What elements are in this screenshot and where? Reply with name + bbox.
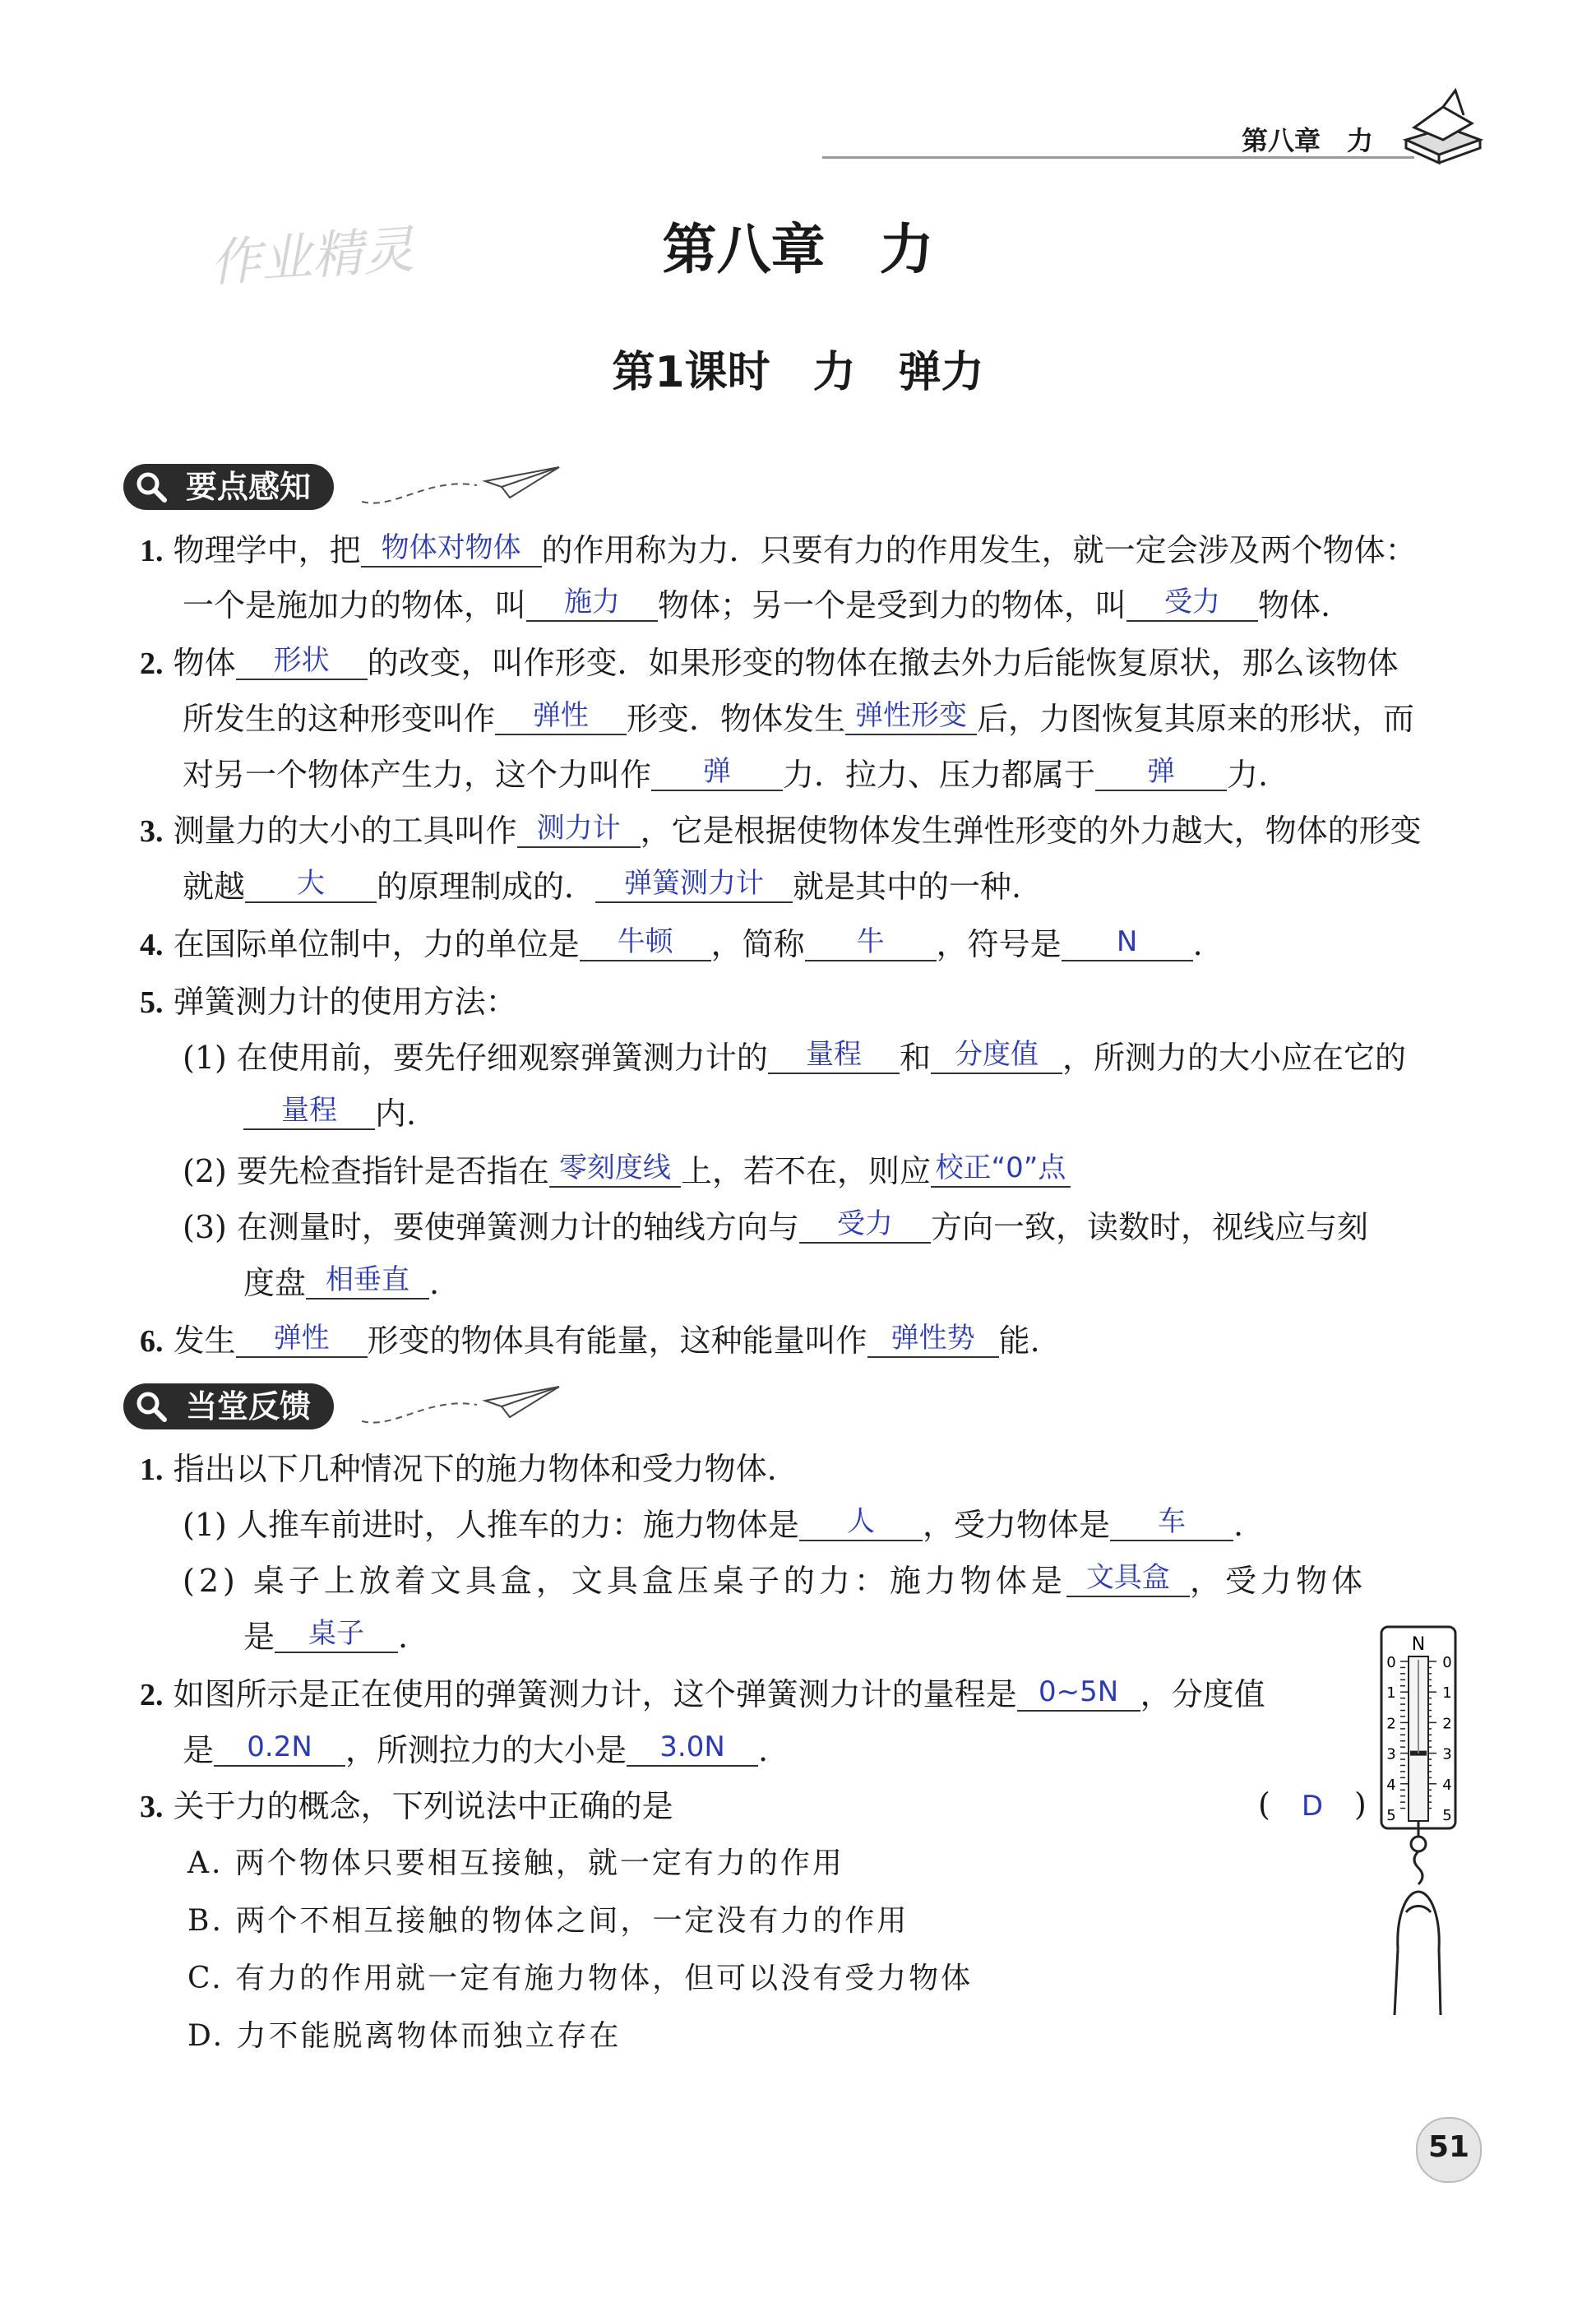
s1-q1-line2: 一个是施加力的物体，叫 施力 物体；另一个是受到力的物体，叫 受力 物体. xyxy=(183,586,1331,623)
s1-q2-line3: 对另一个物体产生力，这个力叫作 弹 力．拉力、压力都属于 弹 力. xyxy=(183,755,1269,793)
blank-answer[interactable]: 物体对物体 xyxy=(361,530,542,568)
blank-answer[interactable]: 3.0N xyxy=(627,1729,758,1767)
choice-answer[interactable]: D xyxy=(1301,1790,1324,1823)
s1-q5: 5. 弹簧测力计的使用方法： xyxy=(140,984,517,1020)
blank-answer[interactable]: 0.2N xyxy=(214,1729,345,1767)
blank-answer[interactable]: 车 xyxy=(1110,1503,1233,1541)
blank-answer[interactable]: 相垂直 xyxy=(306,1262,429,1300)
blank-answer[interactable]: 施力 xyxy=(526,584,658,622)
s1-q3-line2: 就越 大 的原理制成的． 弹簧测力计 就是其中的一种. xyxy=(183,867,1022,905)
scale-tick-label: 1 xyxy=(1442,1684,1452,1703)
blank-answer[interactable]: 零刻度线 xyxy=(549,1150,681,1188)
page-number: 51 xyxy=(1427,2130,1470,2164)
books-icon xyxy=(1398,82,1488,164)
blank-answer[interactable]: 0~5N xyxy=(1017,1674,1140,1712)
blank-answer[interactable]: 量程 xyxy=(768,1036,900,1074)
s1-q2-line1: 2. 物体 形状 的改变，叫作形变．如果形变的物体在撤去外力后能恢复原状，那么该物体 xyxy=(140,644,1399,681)
blank-answer[interactable]: 弹 xyxy=(651,753,783,791)
scale-tick-label: 3 xyxy=(1442,1745,1452,1763)
unit-label: N xyxy=(1411,1634,1426,1655)
lesson-title: 第1课时 力 弹力 xyxy=(612,348,984,397)
magnifier-icon xyxy=(135,470,168,503)
blank-answer[interactable]: 形状 xyxy=(236,642,368,680)
paper-plane-icon xyxy=(362,1380,567,1438)
scale-tick-label: 4 xyxy=(1442,1776,1452,1794)
running-title: 第八章 力 xyxy=(1242,125,1374,156)
s1-q5-sub2: (2) 要先检查指针是否指在 零刻度线 上，若不在，则应 校正“0”点 xyxy=(183,1151,1071,1191)
section-title: 当堂反馈 xyxy=(186,1388,312,1425)
scale-tick-label: 4 xyxy=(1386,1776,1396,1794)
blank-answer[interactable]: 量程 xyxy=(243,1092,375,1130)
s1-q4: 4. 在国际单位制中，力的单位是 牛顿 ，简称 牛 ，符号是 N . xyxy=(140,925,1203,962)
scale-tick-label: 2 xyxy=(1386,1715,1396,1733)
option-b[interactable]: B. 两个不相互接触的物体之间，一定没有力的作用 xyxy=(187,1904,909,1938)
s2-q1-sub2-line2: 是 桌子 . xyxy=(243,1617,409,1655)
s1-q5-sub3-line1: (3) 在测量时，要使弹簧测力计的轴线方向与 受力 方向一致，读数时，视线应与刻 xyxy=(183,1207,1368,1245)
s1-q1-line1: 1. 物理学中，把 物体对物体 的作用称为力．只要有力的作用发生，就一定会涉及两个物体： xyxy=(140,531,1417,568)
blank-answer[interactable]: 受力 xyxy=(799,1206,931,1244)
s2-q2-line2: 是 0.2N ，所测拉力的大小是 3.0N . xyxy=(183,1730,769,1768)
section-header-key-points xyxy=(123,464,334,510)
blank-answer[interactable]: N xyxy=(1062,924,1193,961)
scale-tick-label: 0 xyxy=(1442,1654,1452,1671)
scale-tick-label: 3 xyxy=(1386,1745,1396,1763)
watermark: 作业精灵 xyxy=(208,219,416,294)
scale-tick-label: 1 xyxy=(1386,1684,1396,1703)
scale-tick-label: 5 xyxy=(1386,1807,1396,1824)
s1-q3-line1: 3. 测量力的大小的工具叫作 测力计 ，它是根据使物体发生弹性形变的外力越大，物体的形变 xyxy=(140,812,1422,849)
blank-answer[interactable]: 弹 xyxy=(1095,753,1227,791)
option-d[interactable]: D. 力不能脱离物体而独立存在 xyxy=(187,2019,622,2053)
blank-answer[interactable]: 人 xyxy=(799,1503,923,1541)
s2-q1-sub2-line1: (2) 桌子上放着文具盒，文具盒压桌子的力：施力物体是 文具盒 ，受力物体 xyxy=(183,1561,1367,1599)
blank-answer[interactable]: 校正“0”点 xyxy=(931,1150,1071,1188)
blank-answer[interactable]: 弹性 xyxy=(236,1320,368,1358)
blank-answer[interactable]: 弹性形变 xyxy=(845,697,977,735)
s2-q1-sub1: (1) 人推车前进时，人推车的力：施力物体是 人 ，受力物体是 车 . xyxy=(183,1505,1244,1543)
blank-answer[interactable]: 文具盒 xyxy=(1066,1559,1190,1597)
s1-q5-sub1-line1: (1) 在使用前，要先仔细观察弹簧测力计的 量程 和 分度值 ，所测力的大小应在它的 xyxy=(183,1038,1406,1076)
s1-q5-sub1-line2: 量程 内. xyxy=(243,1094,416,1133)
s1-q2-line2: 所发生的这种形变叫作 弹性 形变．物体发生 弹性形变 后，力图恢复其原来的形状，而 xyxy=(183,699,1415,737)
blank-answer[interactable]: 弹性势 xyxy=(867,1320,999,1358)
scale-tick-label: 0 xyxy=(1386,1654,1396,1671)
blank-answer[interactable]: 桌子 xyxy=(275,1615,398,1653)
section-header-feedback xyxy=(123,1383,334,1429)
paper-plane-icon xyxy=(362,461,567,518)
blank-answer[interactable]: 大 xyxy=(245,865,377,903)
spring-scale-figure xyxy=(1373,1620,1464,2023)
magnifier-icon xyxy=(135,1390,168,1423)
blank-answer[interactable]: 分度值 xyxy=(931,1036,1062,1074)
blank-answer[interactable]: 受力 xyxy=(1126,584,1258,622)
blank-answer[interactable]: 牛 xyxy=(805,924,937,961)
s2-q2-line1: 2. 如图所示是正在使用的弹簧测力计，这个弹簧测力计的量程是 0~5N ，分度值 xyxy=(140,1675,1265,1712)
option-a[interactable]: A. 两个物体只要相互接触，就一定有力的作用 xyxy=(187,1846,844,1880)
blank-answer[interactable]: 牛顿 xyxy=(580,924,711,961)
blank-answer[interactable]: 弹性 xyxy=(495,697,627,735)
scale-tick-label: 2 xyxy=(1442,1715,1452,1733)
blank-answer[interactable]: 弹簧测力计 xyxy=(595,865,793,903)
scale-tick-label: 5 xyxy=(1442,1807,1452,1824)
chapter-title: 第八章 力 xyxy=(662,218,934,281)
s1-q6: 6. 发生 弹性 形变的物体具有能量，这种能量叫作 弹性势 能. xyxy=(140,1322,1040,1359)
option-c[interactable]: C. 有力的作用就一定有施力物体，但可以没有受力物体 xyxy=(187,1962,974,1995)
s2-q1: 1. 指出以下几种情况下的施力物体和受力物体. xyxy=(140,1451,777,1487)
section-title: 要点感知 xyxy=(186,469,312,505)
s1-q5-sub3-line2: 度盘 相垂直 . xyxy=(243,1263,440,1301)
answer-bracket: ( D ) xyxy=(1258,1786,1367,1823)
blank-answer[interactable]: 测力计 xyxy=(517,810,641,848)
s2-q3: 3. 关于力的概念，下列说法中正确的是 xyxy=(140,1788,673,1824)
